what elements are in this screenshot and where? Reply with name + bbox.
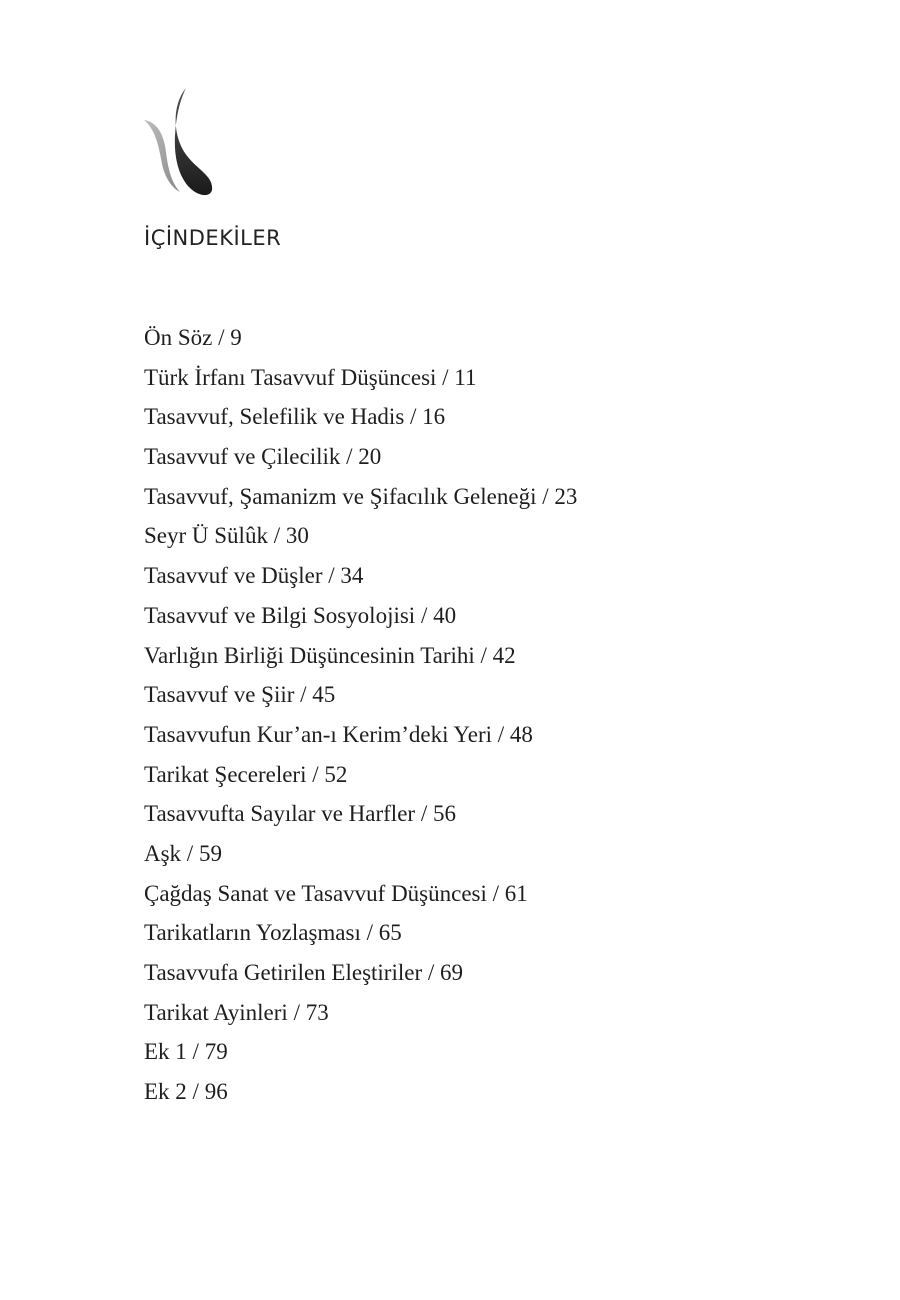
toc-entry: Türk İrfanı Tasavvuf Düşüncesi / 11 (144, 364, 477, 390)
toc-entry: Tasavvufta Sayılar ve Harfler / 56 (144, 801, 456, 827)
calligraphic-swirl-icon (138, 84, 218, 200)
toc-entry: Ön Söz / 9 (144, 325, 242, 350)
toc-entry: Çağdaş Sanat ve Tasavvuf Düşüncesi / 61 (144, 880, 528, 906)
toc-entry: Ek 2 / 96 (144, 1079, 228, 1105)
toc-entry: Varlığın Birliği Düşüncesinin Tarihi / 42 (144, 642, 516, 668)
toc-entry: Tarikatların Yozlaşması / 65 (144, 920, 402, 946)
toc-entry: Tasavvuf, Şamanizm ve Şifacılık Geleneği / 23 (144, 483, 578, 509)
toc-entry: Tasavvufun Kur’an-ı Kerim’deki Yeri / 48 (144, 721, 533, 747)
table-of-contents (144, 318, 577, 1112)
toc-entry: Tasavvuf ve Bilgi Sosyolojisi / 40 (144, 602, 457, 628)
toc-entry: Tarikat Şecereleri / 52 (144, 761, 348, 787)
toc-entry: Tasavvufa Getirilen Eleştiriler / 69 (144, 960, 464, 985)
toc-entry: Ek 1 / 79 (144, 1039, 228, 1065)
toc-entry: Tasavvuf ve Çilecilik / 20 (144, 444, 382, 470)
toc-entry: Tasavvuf ve Düşler / 34 (144, 563, 364, 589)
toc-entry: Tarikat Ayinleri / 73 (144, 999, 329, 1025)
toc-entry: Tasavvuf ve Şiir / 45 (144, 682, 336, 708)
toc-entry: Aşk / 59 (144, 840, 222, 866)
toc-entry: Tasavvuf, Selefilik ve Hadis / 16 (144, 404, 446, 430)
toc-heading: İÇİNDEKİLER (144, 226, 282, 250)
toc-entry: Seyr Ü Sülûk / 30 (144, 523, 309, 549)
